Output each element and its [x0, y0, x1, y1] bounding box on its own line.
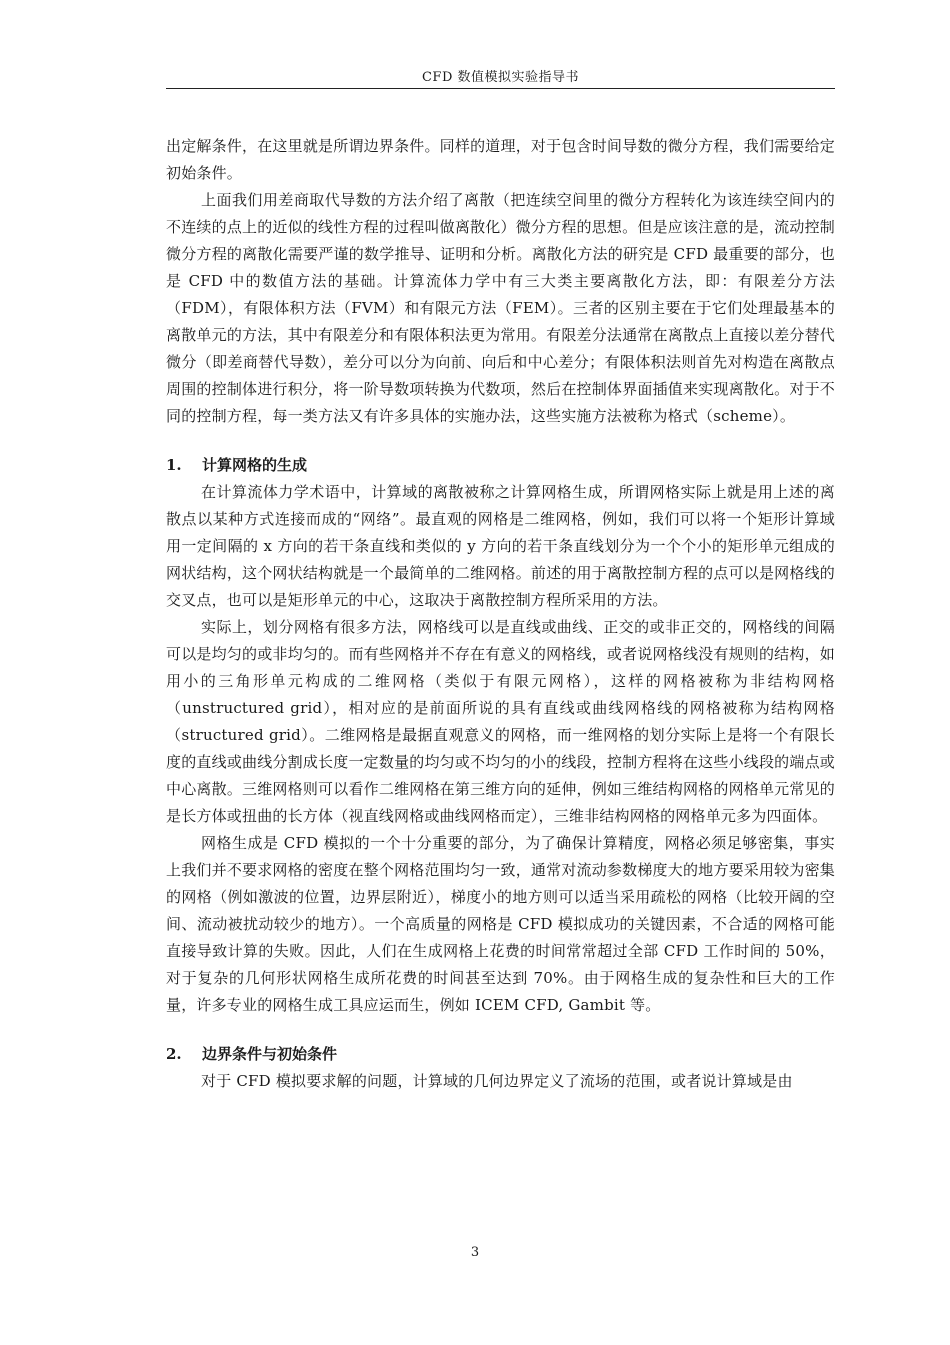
body-paragraph: 实际上，划分网格有很多方法，网格线可以是直线或曲线、正交的或非正交的，网格线的间隔可以是均匀的或非均匀的。而有些网格并不存在有意义的网格线，或者说网格线没有规则的结构，如用小的三角形单元构成的二维网格（类似于有限元网格），这样的网格被称为非结构网格（unstructured grid），相对应的是前面所说的具有直线或曲线网格线的网格被称为结构网格（structured grid）。二维网格是最据直观意义的网格，而一维网格的划分实际上是将一个有限长度的直线或曲线分割成长度一定数量的均匀或不均匀的小的线段，控制方程将在这些小线段的端点或中心离散。三维网格则可以看作二维网格在第三维方向的延伸，例如三维结构网格的网格单元常见的是长方体或扭曲的长方体（视直线网格或曲线网格而定），三维非结构网格的网格单元多为四面体。 [166, 618, 835, 825]
section-number: 1. [166, 456, 182, 474]
body-paragraph: 网格生成是 CFD 模拟的一个十分重要的部分，为了确保计算精度，网格必须足够密集，事实上我们并不要求网格的密度在整个网格范围均匀一致，通常对流动参数梯度大的地方要采用较为密集的网格（例如激波的位置，边界层附近），梯度小的地方则可以适当采用疏松的网格（比较开阔的空间、流动被扰动较少的地方）。一个高质量的网格是 CFD 模拟成功的关键因素，不合适的网格可能直接导致计算的失败。因此，人们在生成网格上花费的时间常常超过全部 CFD 工作时间的 50%，对于复杂的几何形状网格生成所花费的时间甚至达到 70%。由于网格生成的复杂性和巨大的工作量，许多专业的网格生成工具应运而生，例如 ICEM CFD, Gambit 等。 [166, 834, 835, 1014]
header-divider [166, 88, 835, 89]
page-number: 3 [470, 1245, 480, 1260]
section-heading [166, 1041, 835, 1068]
body-paragraph: 在计算流体力学术语中，计算域的离散被称之计算网格生成，所谓网格实际上就是用上述的离散点以某种方式连接而成的“网络”。最直观的网格是二维网格，例如，我们可以将一个矩形计算域用一定间隔的 x 方向的若干条直线和类似的 y 方向的若干条直线划分为一个个小的矩形单元组成的网状结构，这个网状结构就是一个最简单的二维网格。前述的用于离散控制方程的点可以是网格线的交叉点，也可以是矩形单元的中心，这取决于离散控制方程所采用的方法。 [166, 483, 835, 609]
section-number: 2. [166, 1045, 182, 1063]
body-paragraph: 出定解条件，在这里就是所谓边界条件。同样的道理，对于包含时间导数的微分方程，我们需要给定初始条件。 [166, 137, 835, 182]
running-header: CFD 数值模拟实验指导书 [421, 70, 580, 85]
section-heading [166, 452, 835, 479]
section-title: 计算网格的生成 [202, 456, 308, 474]
body-paragraph: 对于 CFD 模拟要求解的问题，计算域的几何边界定义了流场的范围，或者说计算域是由 [201, 1072, 793, 1090]
section-title: 边界条件与初始条件 [202, 1045, 338, 1063]
page-body [166, 133, 835, 1095]
body-paragraph: 上面我们用差商取代导数的方法介绍了离散（把连续空间里的微分方程转化为该连续空间内的不连续的点上的近似的线性方程的过程叫做离散化）微分方程的思想。但是应该注意的是，流动控制微分方程的离散化需要严谨的数学推导、证明和分析。离散化方法的研究是 CFD 最重要的部分，也是 CFD 中的数值方法的基础。计算流体力学中有三大类主要离散化方法，即：有限差分方法（FDM），有限体积方法（FVM）和有限元方法（FEM）。三者的区别主要在于它们处理最基本的离散单元的方法，其中有限差分和有限体积法更为常用。有限差分法通常在离散点上直接以差分替代微分（即差商替代导数），差分可以分为向前、向后和中心差分；有限体积法则首先对构造在离散点周围的控制体进行积分，将一阶导数项转换为代数项，然后在控制体界面插值来实现离散化。对于不同的控制方程，每一类方法又有许多具体的实施办法，这些实施方法被称为格式（scheme）。 [166, 191, 835, 425]
